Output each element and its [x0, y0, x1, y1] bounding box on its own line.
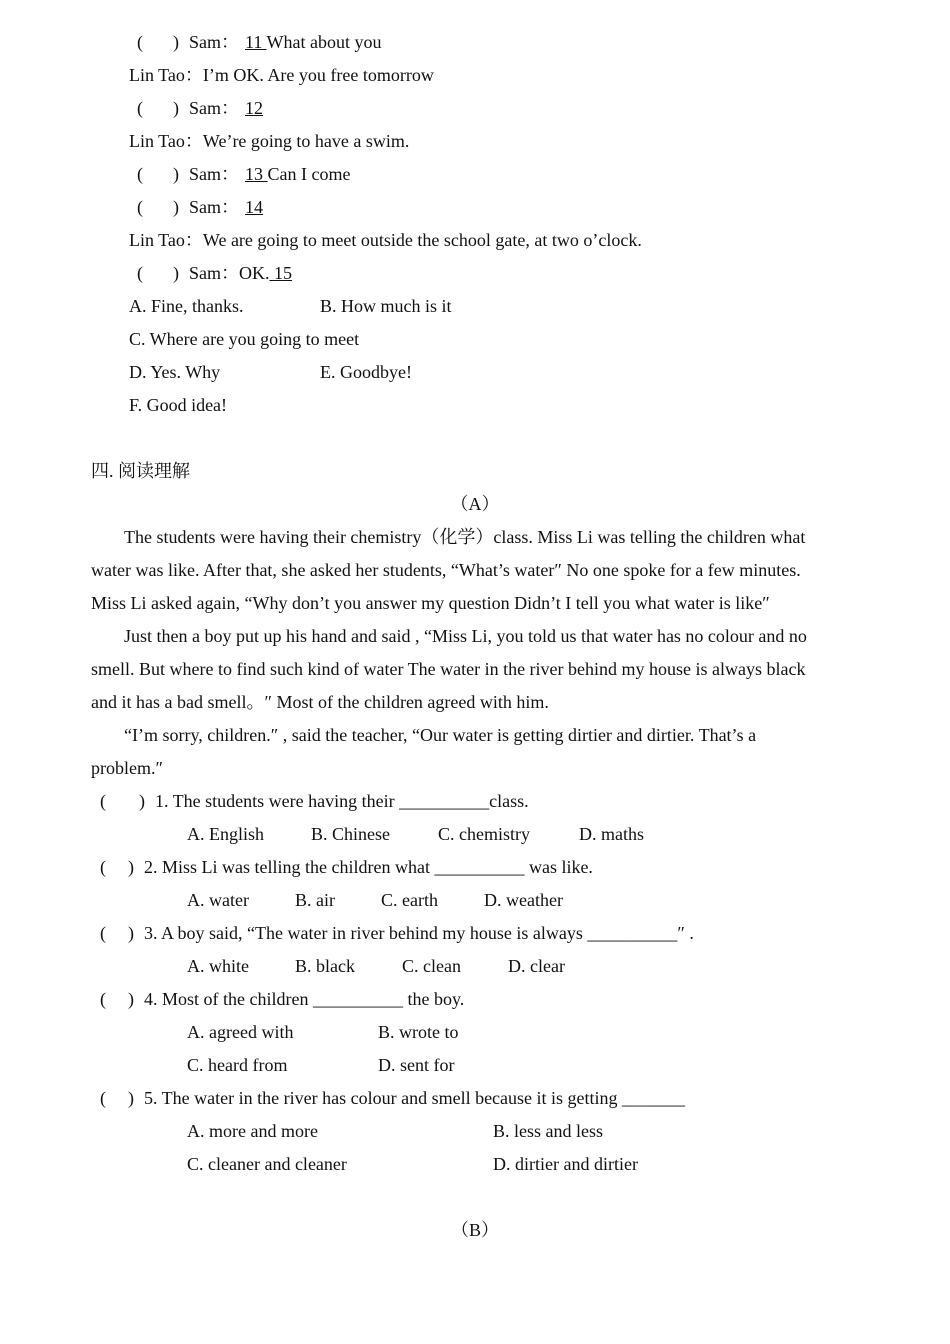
dialogue-line-13 [137, 158, 350, 191]
question-2-option-b: B. air [295, 890, 335, 910]
question-1-option-b: B. Chinese [311, 824, 390, 844]
answer-paren-close: ) [139, 791, 145, 811]
answer-paren-close: ) [128, 1088, 134, 1108]
passage-line: Miss Li asked again, “Why don’t you answer my question Didn’t I tell you what water is like″ [91, 593, 770, 613]
question-1 [100, 785, 529, 818]
question-5 [100, 1082, 685, 1115]
answer-paren-open: ( [100, 1088, 106, 1108]
option-d: D. Yes. Why [129, 362, 221, 382]
answer-paren-close: ) [173, 98, 179, 118]
question-2 [100, 851, 593, 884]
dialogue-line [129, 59, 434, 92]
answer-paren-open: ( [100, 791, 106, 811]
answer-paren-open: ( [137, 32, 143, 52]
speaker-label: Lin Tao： [129, 131, 203, 151]
question-2-option-d: D. weather [484, 890, 563, 910]
speaker-label: Sam： [189, 32, 240, 52]
speaker-label: Sam： [189, 98, 240, 118]
option-e: E. Goodbye! [320, 362, 412, 382]
question-1-option-c: C. chemistry [438, 824, 530, 844]
passage-line: water was like. After that, she asked her students, “What’s water″ No one spoke for a few minutes. [91, 560, 801, 580]
answer-paren-close: ) [173, 263, 179, 283]
dialogue-line-11 [137, 26, 382, 59]
speaker-label: Lin Tao： [129, 65, 203, 85]
question-5-option-a: A. more and more [187, 1121, 318, 1141]
passage-line: and it has a bad smell。″ Most of the children agreed with him. [91, 692, 549, 712]
question-5-option-c: C. cleaner and cleaner [187, 1154, 347, 1174]
question-5-option-b: B. less and less [493, 1121, 603, 1141]
question-3-option-a: A. white [187, 956, 249, 976]
question-3 [100, 917, 694, 950]
question-text: 2. Miss Li was telling the children what __________ was like. [144, 857, 593, 877]
question-4 [100, 983, 464, 1016]
blank-number: 15 [269, 263, 293, 283]
blank-number: 13 [245, 164, 268, 184]
dialogue-line [129, 125, 409, 158]
answer-paren-open: ( [137, 263, 143, 283]
speaker-label: Lin Tao： [129, 230, 203, 250]
blank-number: 14 [245, 197, 264, 217]
speaker-label: Sam： [189, 164, 240, 184]
dialogue-pre-text: OK. [239, 263, 270, 283]
answer-paren-open: ( [100, 857, 106, 877]
passage-line: The students were having their chemistry（化学）class. Miss Li was telling the children what [124, 527, 806, 547]
question-text: 5. The water in the river has colour and smell because it is getting _______ [144, 1088, 686, 1108]
question-1-option-a: A. English [187, 824, 265, 844]
option-c: C. Where are you going to meet [129, 329, 360, 349]
question-5-option-d: D. dirtier and dirtier [493, 1154, 638, 1174]
answer-paren-open: ( [137, 164, 143, 184]
passage-line: Just then a boy put up his hand and said , “Miss Li, you told us that water has no colour and no [124, 626, 807, 646]
dialogue-text: I’m OK. Are you free tomorrow [202, 65, 434, 85]
answer-paren-open: ( [137, 197, 143, 217]
question-2-option-a: A. water [187, 890, 249, 910]
dialogue-line-14 [137, 191, 263, 224]
speaker-label: Sam： [189, 197, 240, 217]
question-4-option-a: A. agreed with [187, 1022, 294, 1042]
option-a: A. Fine, thanks. [129, 296, 244, 316]
answer-paren-close: ) [128, 989, 134, 1009]
answer-paren-close: ) [128, 857, 134, 877]
question-4-option-d: D. sent for [378, 1055, 455, 1075]
option-f: F. Good idea! [129, 395, 228, 415]
blank-number: 12 [245, 98, 264, 118]
answer-paren-close: ) [173, 32, 179, 52]
dialogue-text: We’re going to have a swim. [202, 131, 410, 151]
section-heading: 四. 阅读理解 [91, 461, 190, 481]
answer-paren-close: ) [173, 197, 179, 217]
passage-line: smell. But where to find such kind of water The water in the river behind my house is always black [91, 659, 806, 679]
speaker-label: Sam： [189, 263, 240, 283]
passage-b-label: （B） [450, 1220, 499, 1240]
answer-paren-open: ( [100, 989, 106, 1009]
dialogue-text: We are going to meet outside the school gate, at two o’clock. [202, 230, 642, 250]
option-b: B. How much is it [320, 296, 452, 316]
question-text: 3. A boy said, “The water in river behind my house is always __________″ . [144, 923, 694, 943]
answer-paren-close: ) [128, 923, 134, 943]
dialogue-line-15 [137, 257, 292, 290]
answer-paren-open: ( [100, 923, 106, 943]
question-4-option-c: C. heard from [187, 1055, 288, 1075]
passage-line: “I’m sorry, children.″ , said the teacher, “Our water is getting dirtier and dirtier. That’s a [124, 725, 757, 745]
answer-paren-open: ( [137, 98, 143, 118]
passage-line: problem.″ [91, 758, 163, 778]
question-text: 4. Most of the children __________ the boy. [144, 989, 465, 1009]
passage-a-label: （A） [450, 494, 500, 514]
blank-number: 11 [245, 32, 267, 52]
dialogue-text: What about you [266, 32, 382, 52]
dialogue-line-12 [137, 92, 263, 125]
question-1-option-d: D. maths [579, 824, 644, 844]
answer-paren-close: ) [173, 164, 179, 184]
dialogue-line [129, 224, 642, 257]
question-4-option-b: B. wrote to [378, 1022, 459, 1042]
question-3-option-b: B. black [295, 956, 355, 976]
question-text: 1. The students were having their __________class. [155, 791, 529, 811]
question-3-option-d: D. clear [508, 956, 565, 976]
dialogue-text: Can I come [267, 164, 351, 184]
question-2-option-c: C. earth [381, 890, 438, 910]
question-3-option-c: C. clean [402, 956, 461, 976]
